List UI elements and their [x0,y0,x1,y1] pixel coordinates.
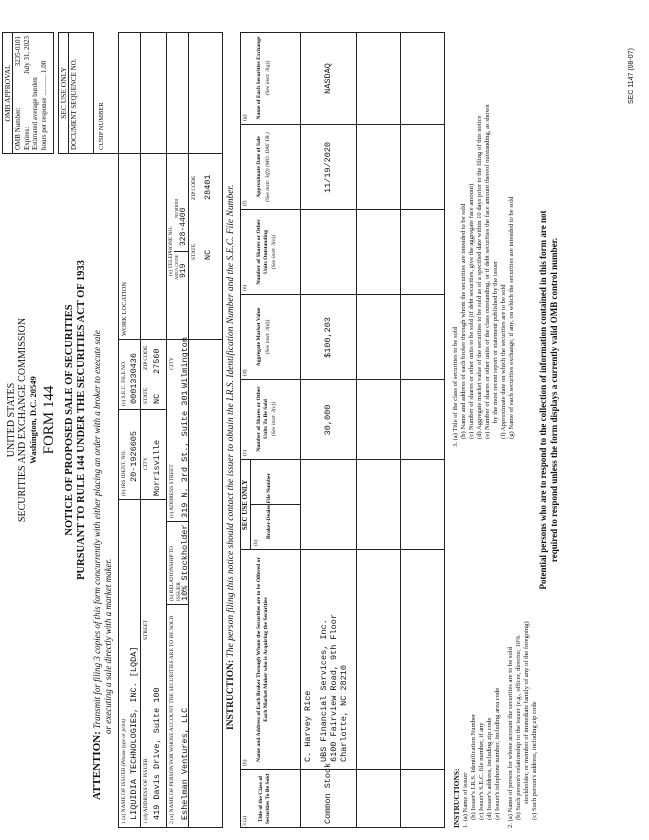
instr-1b: (b) Issuer's I.R.S. Identification Number [470,713,477,820]
instr-1c: (c) Issuer's S.E.C. file number, if any [478,722,485,820]
form-title: FORM 144 [41,385,57,455]
omb-expires-value: July 31, 2023 [22,36,31,74]
irs-ident[interactable]: 20-1926605 [129,430,139,482]
issuer-name[interactable]: LIQUIDIA TECHNOLOGIES, INC. [LQDA] [129,646,139,820]
instr-3g: (g) Name of each securities exchange, if any, on which the securities are intended to be sold [508,196,515,439]
agency-line3: Washington, D.C. 20549 [28,376,38,464]
instr-3d: (d) Aggregate market value of the securities to be sold as of a specified date within 10 days prior to the filing of this notice [476,115,483,439]
relationship-label: (b) RELATIONSHIP TO ISSUER [169,546,182,601]
notice-line1: NOTICE OF PROPOSED SALE OF SECURITIES [64,304,75,536]
col-g-head: Name of Each Securities Exchange [256,36,262,120]
person-address-label: (c) ADDRESS STREET [169,464,175,518]
instructions-left [462,448,539,828]
footer-line2: required to respond unless the form displays a currently valid OMB control number. [549,237,559,563]
col-d-num: (d) [242,369,248,376]
row-broker-city: Charlotte, NC 28210 [339,665,349,762]
sec-file-number[interactable]: 0001330436 [129,352,139,404]
agency-line2: SECURITIES AND EXCHANGE COMMISSION [17,317,28,523]
col-d-sub: (See instr. 3(d)) [264,319,271,355]
row-class[interactable]: Common Stock [323,762,333,824]
attention-label: ATTENTION: [91,731,103,800]
sec-use-only-box [58,32,94,154]
attention-text2: or executing a sale directly with a market maker. [103,558,113,734]
person-zip-label: ZIP CODE [191,175,197,200]
issuer-name-label [121,719,128,824]
agency-line1: UNITED STATES [6,382,17,458]
col-b-num: (b) [242,759,248,766]
col-f-sub: (See instr. 3(f)) (MO. DAY YR.) [264,132,271,202]
col-d-head: Aggregate Market Value [256,307,262,367]
instr-3b: (b) Name and address of each broker through whom the securities are intended to be sold [460,203,467,439]
person-state-label: STATE [191,243,197,260]
col-e-sub: (See instr. 3(e)) [271,234,278,270]
col-a-num: 3 (a) [242,815,248,826]
relationship[interactable]: 10% Stockholder [180,524,190,601]
col-d-header [256,298,271,376]
phone-number[interactable]: 328-4400 [179,207,188,246]
instruction-label: INSTRUCTION: [226,659,236,730]
issuer-city[interactable]: Morrisville [152,439,162,496]
attention-notice [92,170,114,800]
area-code-label: AREA CODE [174,254,179,280]
broker-dealer-header: Broker-Dealer File Number [266,472,272,540]
instr-1d: (d) Issuer's address, including zip code [486,717,493,820]
instr-3f: (f) Approximate date on which the securities are to be sold [500,284,507,439]
instr-3e: (e) Number of shares or other units of the class outstanding, or if debt securities the face amount thereof outstanding, as shown [484,104,491,439]
col-g-num: (g) [242,114,248,121]
omb-number-value: 3235-0101 [14,36,22,67]
work-location-label: WORK LOCATION [121,282,128,336]
person-name[interactable]: Eshelman Ventures, LLC [180,707,190,820]
col-e-head: Number of Shares or Other Units Outstanding [256,219,269,285]
sec-use-title: SEC USE ONLY [59,33,69,153]
row-broker[interactable] [303,614,349,762]
phone-number-label: NUMBER [174,198,179,218]
omb-approval-box [2,32,54,154]
issuer-state-label: STATE [143,387,149,404]
omb-number-label: OMB Number: [14,107,22,150]
instr-3e-cont: by the most recent report or statement published by the issuer [492,260,499,423]
omb-expires-label: Expires: [22,126,31,150]
issuer-street-label: STREET [143,619,149,640]
omb-burden-label: Estimated average burden [31,77,39,150]
person-zip[interactable]: 28401 [203,174,213,200]
phone-label: (e) TELEPHONE NO. [168,226,174,276]
doc-sequence-label: DOCUMENT SEQUENCE NO. [70,58,78,150]
instr-2b-cont: stockholder, or member of immediate family of any of the foregoing) [523,621,530,804]
cusip-label: CUSIP NUMBER [98,102,105,150]
instr-3c: (c) Number of shares or other units to be sold (if debt securities, give the aggregate face amount) [468,183,475,439]
col-c-num: (c) [242,449,248,456]
row-exchange[interactable]: NASDAQ [323,63,333,94]
instr-2a: 2. (a) Name of person for whose account the securities are to be sold [507,647,514,828]
issuer-state[interactable]: NC [152,393,162,404]
row-shares[interactable]: 30,000 [323,404,333,436]
col-c-header [256,382,278,456]
attention-text1: Transmit for filing 3 copies of this form concurrently with either placing an order with a broker to execute sale [92,330,102,729]
person-city[interactable]: Wilmington [180,336,190,388]
col-f-head: Approximate Date of Sale [256,136,262,198]
col-c-sub: (See instr. 3(c)) [271,401,278,437]
col-a-header: Title of the Class of Securities To Be Sold [258,773,271,825]
issuer-zip[interactable]: 27560 [152,348,162,374]
instr-1a: 1. (a) Name of issuer [462,772,469,828]
instr-2b: (b) Such person's relationship to the issuer (e.g., officer, director, 10% [515,635,522,820]
col-g-sub: (See instr. 3(g)) [264,60,271,96]
person-name-label: 2 (a) NAME OF PERSON FOR WHOSE ACCOUNT THE SECURITIES ARE TO BE SOLD [169,615,175,824]
notice-title [64,140,88,700]
issuer-zip-label: ZIP CODE [143,345,149,370]
notice-line2: PURSUANT TO RULE 144 UNDER THE SECURITIES ACT OF 1933 [76,260,87,580]
col-b-header: Name and Address of Each Broker Through Whom the Securities are to be Offered or Each Market Maker who is Acquiring the Securities [256,557,269,762]
footer-notice [538,120,560,680]
person-city-label: CITY [169,357,175,370]
row-broker-street: 6100 Fairview Road, 9th Floor [329,614,339,762]
col-sec-use-b-num: (b) [253,539,259,546]
col-g-header [256,35,271,121]
person-address[interactable]: 319 N. 3rd St., Suite 301 [180,390,190,518]
agency-header [6,260,57,580]
row-broker-name: C. Harvey Rice [303,690,313,762]
area-code[interactable]: 919 [179,263,188,278]
omb-title: OMB APPROVAL [3,33,13,153]
irs-ident-label: (b) IRS IDENT. NO. [121,450,127,496]
issuer-city-label: CITY [143,457,149,470]
table-sec-use-only: SEC USE ONLY [241,479,249,531]
instructions-title: INSTRUCTIONS: [452,768,461,828]
col-e-num: (e) [242,284,248,291]
col-e-header [256,213,278,291]
footer-line1: Potential persons who are to respond to the collection of information contained in this form are not [538,210,548,590]
sec-file-label: (c) S.E.C. FILE NO. [121,360,127,406]
form-id: SEC 1147 (08-07) [628,48,635,104]
row-sale-date[interactable]: 11/19/2020 [323,142,333,194]
col-f-num: (f) [242,200,248,206]
omb-hours-label: hours per response ............ 1.00 [39,60,48,150]
person-state[interactable]: NC [203,249,213,260]
issuer-address-label: 1 (d) ADDRESS OF ISSUER [143,758,149,824]
instr-3a: 3. (a) Title of the class of securities to be sold [452,327,459,447]
col-f-header [256,128,271,206]
row-market-value[interactable]: $100,203 [323,317,333,358]
row-broker-firm: UBS Financial Services, Inc. [319,619,329,762]
issuer-street[interactable]: 419 Davis Drive, Suite 100 [152,687,162,820]
instr-2c: (c) Such person's address, including zip code [531,701,538,820]
instruction-line [226,110,237,730]
instruction-text: The person filing this notice should contact the issuer to obtain the I.R.S. Identification Number and the S.E.C. File Number. [226,184,236,658]
issuer-name-label-text: 1 (a) NAME OF ISSUER [121,767,127,824]
instr-1e: (e) Issuer's telephone number, including area code [494,687,501,820]
issuer-name-hint: (Please type or print) [121,718,127,767]
col-c-head: Number of Shares or Other Units To Be Sold [256,386,269,452]
instructions-right [452,7,516,447]
